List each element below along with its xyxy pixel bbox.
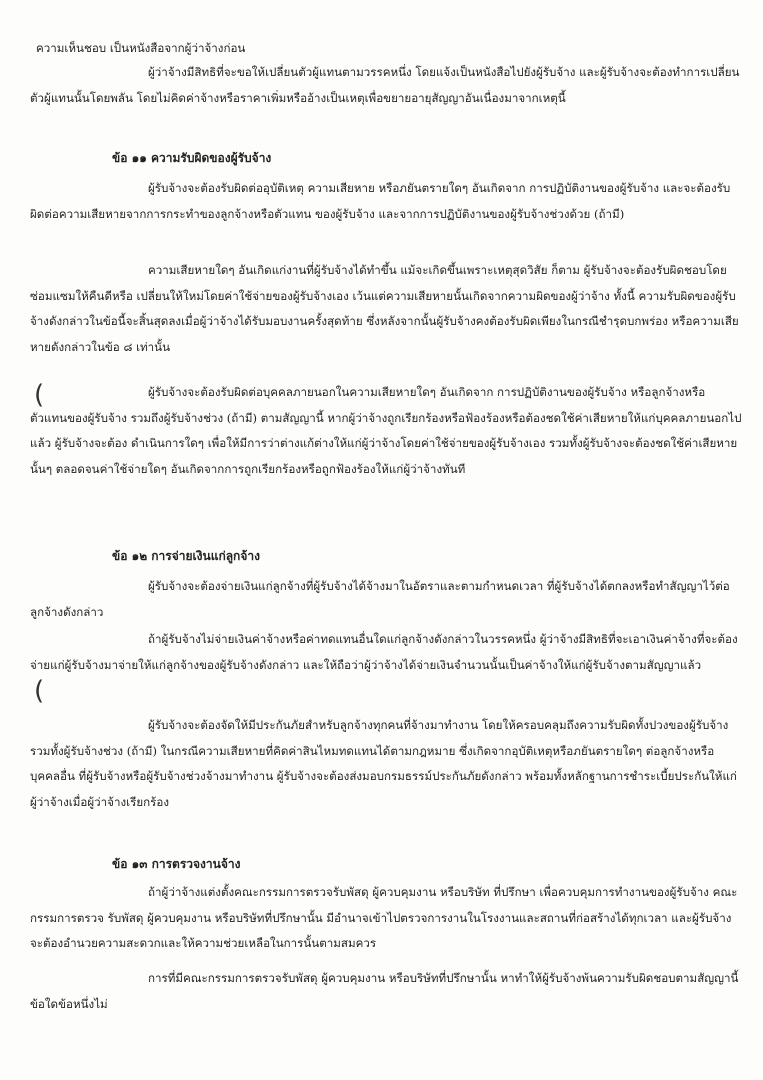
intro-paragraph: ผู้ว่าจ้างมีสิทธิที่จะขอให้เปลี่ยนตัวผู้แทนตามวรรคหนึ่ง โดยแจ้งเป็นหนังสือไปยังผู้รับจ้าง และผู้รับจ้างจะต้องทำการเปลี่ยนตัวผู้แทนนั้นโดยพลัน โดยไม่คิดค่าจ้างหรือราคาเพิ่มหรืออ้างเป็นเหตุเพื่อขยายอายุสัญญาอันเนื่องมาจากเหตุนี้: [30, 65, 740, 105]
section-12-paragraph-3: ผู้รับจ้างจะต้องจัดให้มีประกันภัยสำหรับลูกจ้างทุกคนที่จ้างมาทำงาน โดยให้ครอบคลุมถึงความรับผิดทั้งปวงของผู้รับจ้าง รวมทั้งผู้รับจ้างช่วง (ถ้ามี) ในกรณีความเสียหายที่คิดค่าสินไหมทดแทนได้ตามกฎหมาย ซึ่งเกิดจากอุบัติเหตุหรือภยันตรายใดๆ ต่อลูกจ้างหรือบุคคลอื่น ที่ผู้รับจ้างหรือผู้รับจ้างช่วงจ้างมาทำงาน ผู้รับจ้างจะต้องส่งมอบกรมธรรม์ประกันภัยดังกล่าว พร้อมทั้งหลักฐานการชำระเบี้ยประกันให้แก่ผู้ว่าจ้างเมื่อผู้ว่าจ้างเรียกร้อง: [30, 718, 737, 809]
section-11-heading: ข้อ ๑๑ ความรับผิดของผู้รับจ้าง: [112, 151, 272, 165]
section-12-paragraph-1: ผู้รับจ้างจะต้องจ่ายเงินแก่ลูกจ้างที่ผู้รับจ้างได้จ้างมาในอัตราและตามกำหนดเวลา ที่ผู้รับจ้างได้ตกลงหรือทำสัญญาไว้ต่อลูกจ้างดังกล่าว: [30, 579, 730, 619]
section-13-heading: ข้อ ๑๓ การตรวจงานจ้าง: [112, 857, 241, 871]
section-11-paragraph-2: ความเสียหายใดๆ อันเกิดแก่งานที่ผู้รับจ้างได้ทำขึ้น แม้จะเกิดขึ้นเพราะเหตุสุดวิสัย ก็ตาม ผู้รับจ้างจะต้องรับผิดชอบโดยซ่อมแซมให้คืนดีหรือ เปลี่ยนให้ใหม่โดยค่าใช้จ่ายของผู้รับจ้างเอง เว้นแต่ความเสียหายนั้นเกิดจากความผิดของผู้ว่าจ้าง ทั้งนี้ ความรับผิดของผู้รับจ้างดังกล่าวในข้อนี้จะสิ้นสุดลงเมื่อผู้ว่าจ้างได้รับมอบงานครั้งสุดท้าย ซึ่งหลังจากนั้นผู้รับจ้างคงต้องรับผิดเพียงในกรณีชำรุดบกพร่อง หรือความเสียหายดังกล่าวในข้อ ๘ เท่านั้น: [30, 263, 739, 354]
intro-continuation: ความเห็นชอบ เป็นหนังสือจากผู้ว่าจ้างก่อน: [36, 41, 246, 55]
section-11-paragraph-1: ผู้รับจ้างจะต้องรับผิดต่ออุบัติเหตุ ความเสียหาย หรือภยันตรายใดๆ อันเกิดจาก การปฏิบัติงานของผู้รับจ้าง และจะต้องรับผิดต่อความเสียหายจากการกระทำของลูกจ้างหรือตัวแทน ของผู้รับจ้าง และจากการปฏิบัติงานของผู้รับจ้างช่วงด้วย (ถ้ามี): [30, 181, 731, 221]
section-12-heading: ข้อ ๑๒ การจ่ายเงินแก่ลูกจ้าง: [112, 549, 260, 563]
punch-hole-mark-icon: (: [34, 380, 45, 410]
section-12-paragraph-2: ถ้าผู้รับจ้างไม่จ่ายเงินค่าจ้างหรือค่าทดแทนอื่นใดแก่ลูกจ้างดังกล่าวในวรรคหนึ่ง ผู้ว่าจ้างมีสิทธิที่จะเอาเงินค่าจ้างที่จะต้องจ่ายแก่ผู้รับจ้างมาจ่ายให้แก่ลูกจ้างของผู้รับจ้างดังกล่าว และให้ถือว่าผู้ว่าจ้างได้จ่ายเงินจำนวนนั้นเป็นค่าจ้างให้แก่ผู้รับจ้างตามสัญญาแล้ว: [30, 632, 738, 672]
section-11-paragraph-3: ผู้รับจ้างจะต้องรับผิดต่อบุคคลภายนอกในความเสียหายใดๆ อันเกิดจาก การปฏิบัติงานของผู้รับจ้าง หรือลูกจ้างหรือตัวแทนของผู้รับจ้าง รวมถึงผู้รับจ้างช่วง (ถ้ามี) ตามสัญญานี้ หากผู้ว่าจ้างถูกเรียกร้องหรือฟ้องร้องหรือต้องชดใช้ค่าเสียหายให้แก่บุคคลภายนอกไปแล้ว ผู้รับจ้างจะต้อง ดำเนินการใดๆ เพื่อให้มีการว่าต่างแก้ต่างให้แก่ผู้ว่าจ้างโดยค่าใช้จ่ายของผู้รับจ้างเอง รวมทั้งผู้รับจ้างจะต้องชดใช้ค่าเสียหายนั้นๆ ตลอดจนค่าใช้จ่ายใดๆ อันเกิดจากการถูกเรียกร้องหรือถูกฟ้องร้องให้แก่ผู้ว่าจ้างทันที: [30, 385, 742, 476]
punch-hole-mark-icon: (: [34, 676, 45, 706]
section-13-paragraph-1: ถ้าผู้ว่าจ้างแต่งตั้งคณะกรรมการตรวจรับพัสดุ ผู้ควบคุมงาน หรือบริษัท ที่ปรึกษา เพื่อควบคุมการทำงานของผู้รับจ้าง คณะกรรมการตรวจ รับพัสดุ ผู้ควบคุมงาน หรือบริษัทที่ปรึกษานั้น มีอำนาจเข้าไปตรวจการงานในโรงงานและสถานที่ก่อสร้างได้ทุกเวลา และผู้รับจ้างจะต้องอำนวยความสะดวกและให้ความช่วยเหลือในการนั้นตามสมควร: [30, 885, 738, 950]
section-13-paragraph-2: การที่มีคณะกรรมการตรวจรับพัสดุ ผู้ควบคุมงาน หรือบริษัทที่ปรึกษานั้น หาทำให้ผู้รับจ้างพ้นความรับผิดชอบตามสัญญานี้ข้อใดข้อหนึ่งไม่: [30, 971, 739, 1011]
